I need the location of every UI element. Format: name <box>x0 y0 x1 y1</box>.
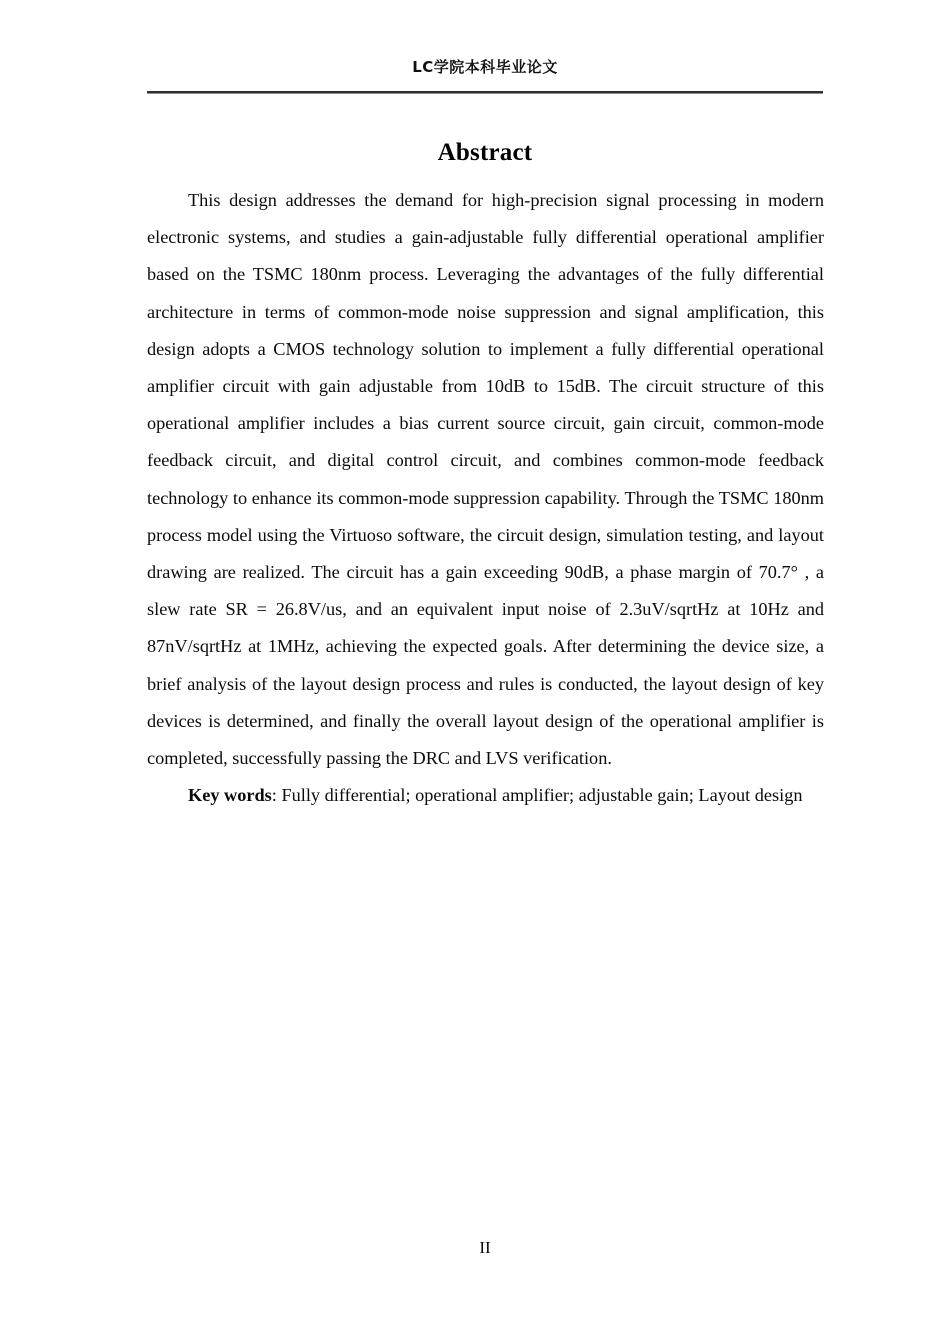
keywords-separator: : <box>271 785 282 806</box>
header-divider-rule <box>147 91 823 94</box>
keywords-value: Fully differential; operational amplifier; adjustable gain; Layout design <box>281 785 803 806</box>
page-number: II <box>479 1238 491 1257</box>
page-footer <box>147 1238 823 1258</box>
abstract-body <box>147 182 824 814</box>
keywords-paragraph <box>147 777 824 814</box>
running-header <box>147 58 823 77</box>
page-title: Abstract <box>437 138 533 166</box>
running-header-title: LC学院本科毕业论文 <box>412 58 558 76</box>
keywords-label: Key words <box>188 785 272 806</box>
abstract-paragraph: This design addresses the demand for high-precision signal processing in modern electronic systems, and studies a gain-adjustable fully differential operational amplifier based on the TSMC 180nm process. Leveraging the advantages of the fully differential architecture in terms of common-mode noise suppression and signal amplification, this design adopts a CMOS technology solution to implement a fully differential operational amplifier circuit with gain adjustable from 10dB to 15dB. The circuit structure of this operational amplifier includes a bias current source circuit, gain circuit, common-mode feedback circuit, and digital control circuit, and combines common-mode feedback technology to enhance its common-mode suppression capability. Through the TSMC 180nm process model using the Virtuoso software, the circuit design, simulation testing, and layout drawing are realized. The circuit has a gain exceeding 90dB, a phase margin of 70.7° , a slew rate SR = 26.8V/us, and an equivalent input noise of 2.3uV/sqrtHz at 10Hz and 87nV/sqrtHz at 1MHz, achieving the expected goals. After determining the device size, a brief analysis of the layout design process and rules is conducted, the layout design of key devices is determined, and finally the overall layout design of the operational amplifier is completed, successfully passing the DRC and LVS verification. <box>147 190 824 769</box>
